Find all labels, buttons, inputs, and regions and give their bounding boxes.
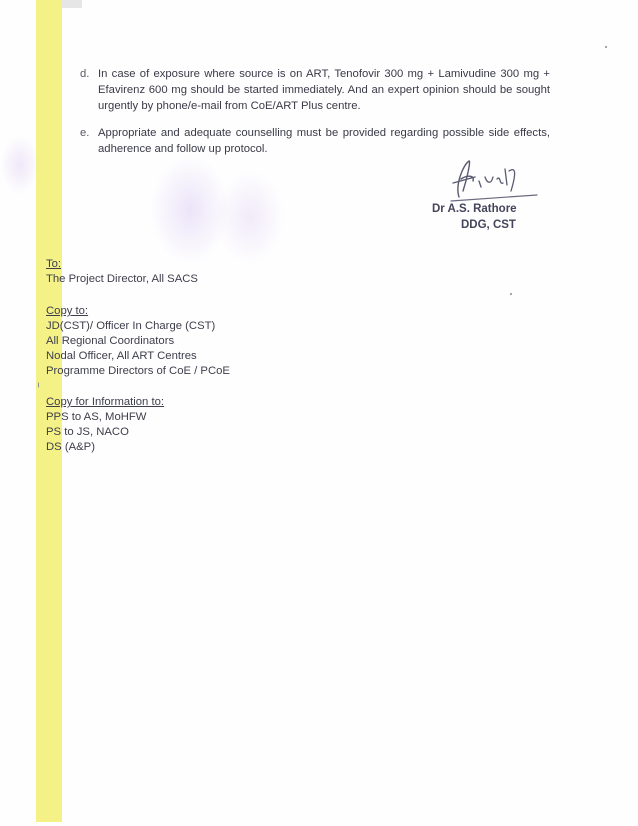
copy-to-line: Programme Directors of CoE / PCoE	[46, 365, 230, 377]
copy-info-heading: Copy for Information to:	[46, 396, 165, 408]
copy-info-line: PPS to AS, MoHFW	[46, 411, 147, 423]
copy-to-heading: Copy to:	[46, 305, 89, 317]
to-heading: To:	[46, 258, 62, 270]
copy-to-line: Nodal Officer, All ART Centres	[46, 350, 197, 362]
handwritten-signature	[445, 157, 545, 207]
list-item-text: In case of exposure where source is on ART, Tenofovir 300 mg + Lamivudine 300 mg + Efavirenz 600 mg should be started immediately. And an expert opinion should be sought urgently by phone/e-mail from CoE/ART Plus centre.	[98, 68, 550, 112]
list-item-text: Appropriate and adequate counselling must be provided regarding possible side effects, adherence and follow up protocol.	[98, 127, 550, 155]
copy-info-line: PS to JS, NACO	[46, 426, 129, 438]
ink-bleed-mark	[0, 135, 40, 195]
list-item-label: e.	[80, 127, 90, 139]
list-item-label: d.	[80, 68, 90, 80]
scan-speck	[510, 293, 512, 295]
copy-to-line: All Regional Coordinators	[46, 335, 175, 347]
signer-name: Dr A.S. Rathore	[432, 203, 517, 215]
scan-speck	[38, 382, 39, 388]
scan-smudge	[62, 0, 82, 8]
to-recipient: The Project Director, All SACS	[46, 273, 198, 285]
copy-info-line: DS (A&P)	[46, 441, 95, 453]
copy-to-line: JD(CST)/ Officer In Charge (CST)	[46, 320, 216, 332]
ink-bleed-mark	[215, 170, 285, 265]
scan-speck	[605, 46, 607, 48]
signer-title: DDG, CST	[461, 219, 516, 231]
